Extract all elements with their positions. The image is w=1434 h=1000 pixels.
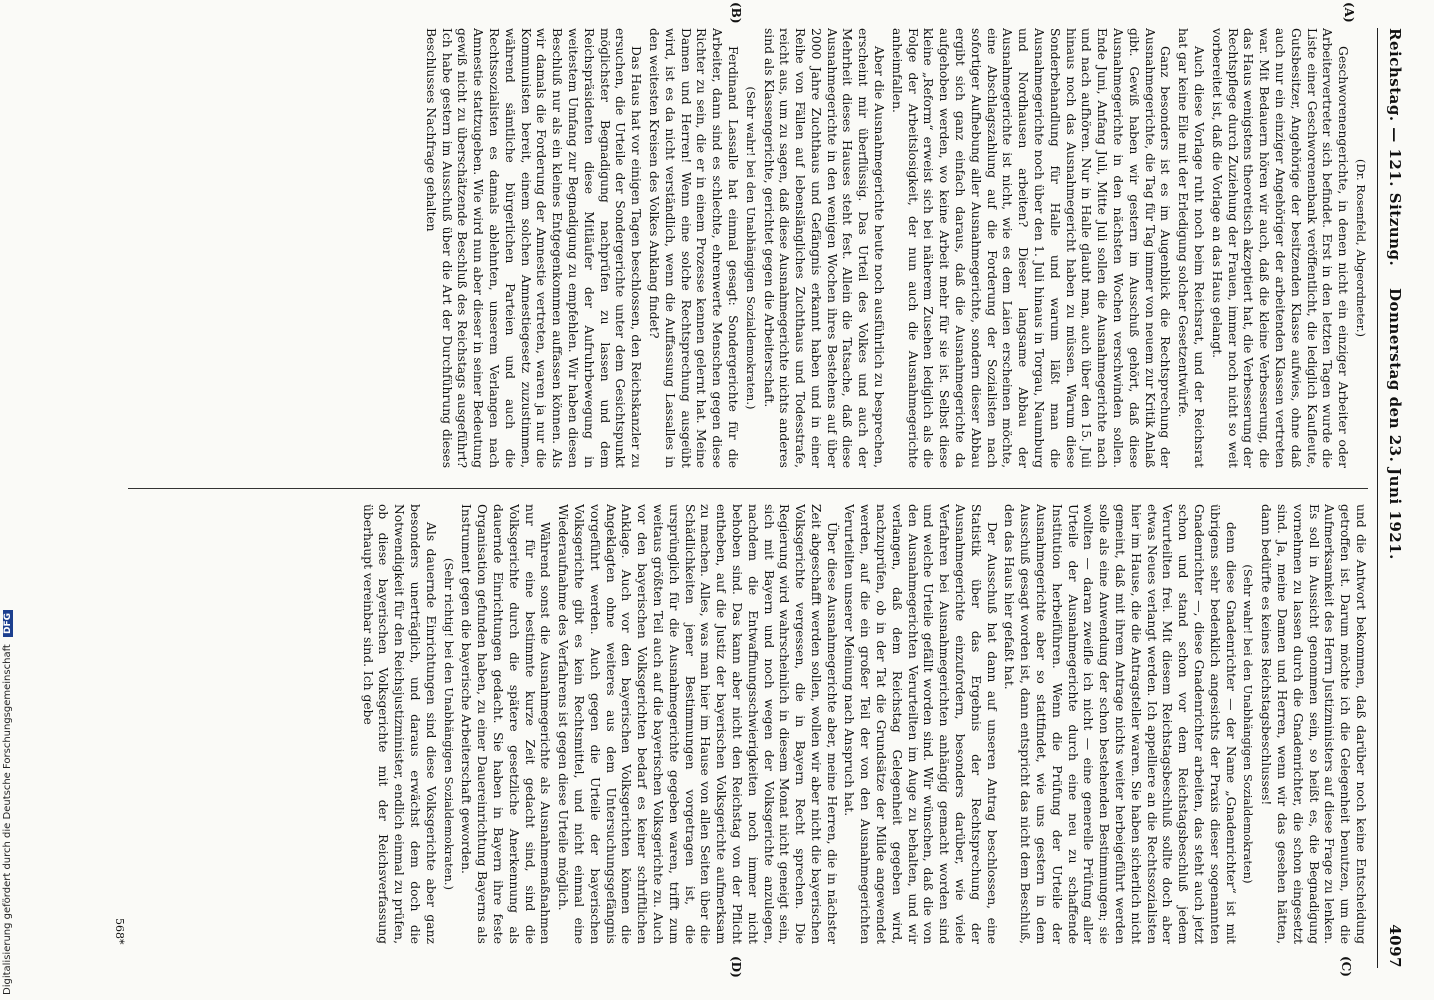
interjection: (Sehr wahr! bei den Unabhängigen Sozialdemokraten.) [743,86,758,410]
paragraph: Auch diese Vorlage ruht noch beim Reichsrat, und der Reichsrat hat gar keine Eile mit der Erledigung solcher Gesetzentwürfe. [1176,28,1207,468]
paragraph: Geschworenengerichte, in denen nicht ein einziger Arbeiter oder Arbeitervertreter sich befindet. Erst in den letzten Tagen wurde die Liste einer Geschworenenbank veröffentlicht, die lediglich Kaufleute, Gutsbesitzer, Angehörige der besitzenden Klasse aufwies, ohne daß auch nur ein einziger Angehöriger der arbeitenden Klassen vertreten war. Mit Bedauern hören wir auch, daß die kleine Verbesserung, die das Haus wenigstens theoretisch akzeptiert hat, die Verbesserung der Rechtspflege durch Zuziehung der Frauen, immer noch nicht so weit vorbereitet ist, daß die Vorlage an das Haus gelangt. [1209,28,1351,468]
paragraph: denn diese Gnadenrichter — der Name „Gnadenrichter“ ist mit übrigens sehr bedenklich angesichts der Praxis dieser sogenannten Gnadenrichter —, diese Gnadenrichter arbeiten, das steht auch jetzt schon und stand schon vor dem Reichstagsbeschluß jedem Verurteilten frei. Mit diesem Reichstagsbeschluß sollte doch aber etwas Neues verlangt werden. Ich appelliere an die Rechtssozialisten hier im Hause, die die Antragsteller waren. Sie haben sicherlich nicht gemeint, daß mit ihrem Antrage nichts weiter herbeigeführt werden solle als eine Anwendung der schon bestehenden Bestimmungen; sie wollten — daran zweifle ich nicht — eine generelle Prüfung aller Urteile der Ausnahmegerichte durch eine neu zu schaffende Institution herbeiführen. Wenn die Prüfung der Urteile der Ausnahmegerichte aber so stattfindet, wie uns gestern in dem Ausschuß gesagt worden ist, dann entspricht das nicht dem Beschluß, den das Haus hier gefaßt hat. [1002,504,1238,944]
margin-mark-c: (C) [1339,956,1353,977]
header-left: Reichstag. — 121. Sitzung. [1386,28,1404,267]
right-column [128,504,1368,944]
paragraph: Ganz besonders ist es im Augenblick die Rechtsprechung der Ausnahmegerichte, die Tag für Tag immer von neuem zur Kritik Anlaß gibt. Gewiß haben wir gestern im Ausschuß gehört, daß diese Ausnahmegerichte in den nächsten Wochen verschwinden sollen. Ende Juni, Anfang Juli, Mitte Juli sollen die Ausnahmegerichte nach und nach aufhören. Nur in Halle glaubt man, auch über den 15. Juli hinaus noch das Ausnahmegericht haben zu müssen. Warum diese Sonderbehandlung für Halle und warum läßt man die Ausnahmegerichte noch über den 1. Juli hinaus in Torgau, Naumburg und Nordhausen arbeiten? Dieser langsame Abbau der Ausnahmegerichte ist nicht, wie es dem Laien erscheinen möchte, eine Abschlagszahlung auf die Forderung der Sozialisten nach sofortiger Aufhebung aller Ausnahmegerichte, sondern dieser Abbau ergibt sich ganz einfach daraus, daß die Ausnahmegerichte da aufgehoben werden, wo keine Arbeit mehr für sie ist. Selbst diese kleine „Reform“ erweist sich bei näherem Zusehen lediglich als die Folge der Arbeitslosigkeit, der nun auch die Ausnahmegerichte anheimfallen. [889,28,1173,468]
interjection: (Sehr wahr! bei den Unabhängigen Sozialdemokraten) [1241,564,1256,884]
paragraph: Aber die Ausnahmegerichte heute noch ausführlich zu besprechen, erscheint mir überflüssig. Das Urteil des Volkes und auch der Mehrheit dieses Hauses steht fest. Allein die Tatsache, daß diese Ausnahmegerichte in den wenigen Wochen ihres Bestehens auf über 2000 Jahre Zuchthaus und Gefängnis erkannt haben und in einer Reihe von Fällen auf lebenslängliches Zuchthaus und Todesstrafe, reicht aus, um zu sagen, daß diese Ausnahmegerichte nichts anderes sind als Klassengerichte, gerichtet gegen die Arbeiterschaft. [761,28,887,468]
column-divider [128,488,1368,489]
header-rule [1377,28,1378,968]
page-header [1378,28,1408,968]
speaker-line: (Dr. Rosenfeld, Abgeordneter.) [1354,159,1368,337]
paragraph: Das Haus hat vor einigen Tagen beschlossen, den Reichskanzler zu ersuchen, die Urteile der Sondergerichte unter dem Gesichtspunkt möglichster Begnadigung nachprüfen zu lassen und dem Reichspräsidenten diese Mitläufer der Aufruhrbewegung in weitestem Umfang zur Begnadigung zu empfehlen. Wir haben diesen Beschluß nur als ein kleines Entgegenkommen auffassen können. Als wir damals die Forderung der Amnestie vertreten, waren ja nur die Kommunisten bereit, einem solchen Amnestiegesetz zuzustimmen, während sämtliche bürgerlichen Parteien und auch die Rechtssozialisten es damals ablehnten, unserem Verlangen nach Amnestie stattzugeben. Wie wird nun aber dieser in seiner Bedeutung gewiß nicht zu überschätzende Beschluß des Reichstags ausgeführt? Ich habe gestern im Ausschuß über die Art der Durchführung dieses Beschlusses Nachfrage gehalten [423,28,644,468]
interjection: (Sehr richtig! bei den Unabhängigen Sozialdemokraten.) [441,557,456,891]
dfg-footer [2,575,16,995]
paragraph: Über diese Ausnahmegerichte aber, meine Herren, die in nächster Zeit abgeschafft werden sollen, wollen wir aber nicht die bayerischen Volksgerichte vergessen, die in Bayern Recht sprechen. Die Regierung wird wahrscheinlich in diesem Monat nicht geneigt sein, sich mit Bayern und noch wegen der Volksgerichte anzulegen, nachdem die Entwaffnungsschwierigkeiten noch immer nicht behoben sind. Das kann aber nicht den Reichstag von der Pflicht entheben, auf die Justiz der bayerischen Volksgerichte aufmerksam zu machen. Alles, was man hier im Hause von allen Seiten über die Schädlichkeiten jener Bestimmungen vorgetragen ist, die ursprünglich für die Ausnahmegerichte gegeben waren, trifft zum weitaus größten Teil auch auf die bayerischen Volksgerichte zu. Auch vor den bayerischen Volksgerichten bedarf es keiner schriftlichen Anklage. Auch vor den bayerischen Volksgerichten können die Angeklagten ohne weiteres aus dem Untersuchungsgefängnis vorgeführt werden. Auch gegen die Urteile der bayerischen Volksgerichte gibt es kein Rechtsmittel, und nicht einmal eine Wiederaufnahme des Verfahrens ist gegen diese Urteile möglich. [556,504,839,944]
margin-mark-b: (B) [729,2,743,24]
bottom-page-number: 568* [113,918,126,945]
paragraph: Ferdinand Lassalle hat einmal gesagt: Sondergerichte für die Arbeiter, dann sind es schlechte, ehrenwerte Menschen gegen diese Richter zu sein, die er in einem Prozesse kennen gelernt hat. Meine Damen und Herren! Wenn eine solche Rechtsprechung ausgeübt wird, ist es da nicht verständlich, wenn die Auffassung Lassalles in den weitesten Kreisen des Volkes Anklang findet? [646,28,740,468]
paragraph: und die Antwort bekommen, daß darüber noch keine Entscheidung getroffen ist. Darum möchte ich die Gelegenheit benutzen, um die Aufmerksamkeit des Herrn Justizministers auf diese Frage zu lenken. Es soll in Aussicht genommen sein, so heißt es, die Begnadigung vornehmen zu lassen durch die Gnadenrichter, die schon eingesetzt sind. Ja, meine Damen und Herren, wenn wir das gesehen hätten, dann bedürfte es keines Reichstagsbeschlusses! [1259,504,1368,944]
margin-mark-d: (D) [729,956,743,978]
left-column [128,28,1368,468]
paragraph: Während sonst die Ausnahmegerichte als Ausnahmemaßnahmen nur für eine bestimmte kurze Zeit gedacht sind, sind die Volksgerichte durch die spätere gesetzliche Anerkennung als dauernde Einrichtungen gedacht. Sie haben in Bayern ihre feste Organisation gefunden haben, zu einer Dauereinrichtung Bayerns als Instrument gegen die bayerische Arbeiterschaft geworden. [459,504,553,944]
margin-mark-a: (A) [1342,2,1356,23]
header-date: Donnerstag den 23. Juni 1921. [1386,288,1404,560]
page-number: 4097 [1386,924,1404,968]
footer-text: Digitalisierung gefördert durch die Deutsche Forschungsgemeinschaft [2,644,13,995]
rotated-content [108,2,1408,978]
paragraph: Der Ausschuß hat dann auf unseren Antrag beschlossen, eine Statistik über das Ergebnis der Rechtsprechung der Ausnahmegerichte einzufordern, besonders darüber, wie viele Verfahren bei Ausnahmegerichten anhängig gemacht worden sind und welche Urteile gefällt worden sind. Wir wünschen, daß die von den Ausnahmegerichten Verurteilten im Auge zu behalten, und wir verlangen, daß dem Reichstag Gelegenheit gegeben wird, nachzuprüfen, ob in der Tat die Grundsätze der Milde angewendet werden, auf die ein großer Teil der von den Ausnahmegerichten Verurteilten unserer Meinung nach Anspruch hat. [842,504,999,944]
paragraph: Als dauernde Einrichtungen sind diese Volksgerichte aber ganz besonders unerträglich, und daraus erwächst dem doch die Notwendigkeit für den Reichsjustizminister, endlich einmal zu prüfen, ob diese bayerischen Volksgerichte mit der Reichsverfassung überhaupt vereinbar sind. Ich gebe [360,504,438,944]
dfg-logo-icon: DFG [3,610,13,637]
